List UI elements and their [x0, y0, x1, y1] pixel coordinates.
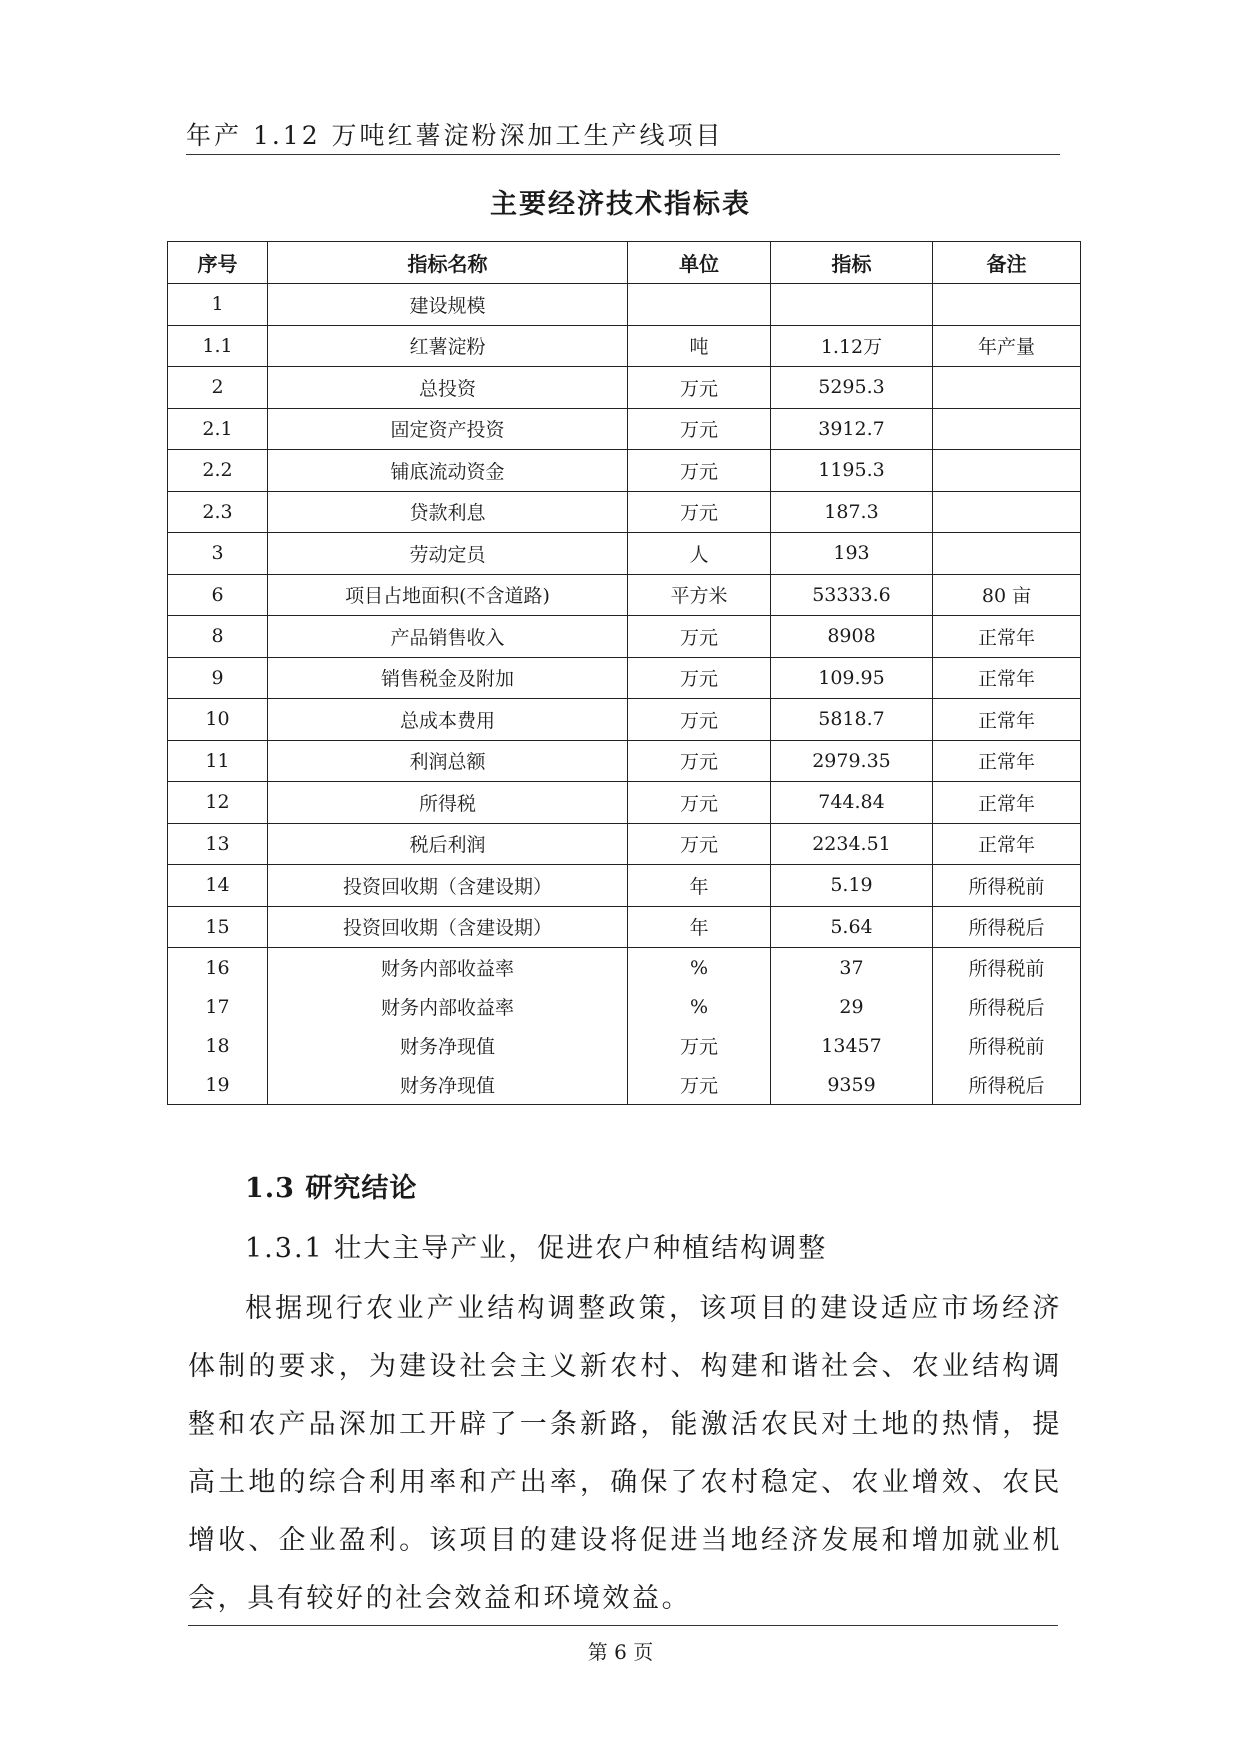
- table-cell: 所得税前: [933, 948, 1081, 988]
- table-cell: [933, 533, 1081, 575]
- table-cell: 9359: [771, 1065, 933, 1105]
- table-cell: 年产量: [933, 325, 1081, 367]
- table-cell: 2.2: [168, 450, 268, 492]
- table-cell: 187.3: [771, 491, 933, 533]
- table-cell: 财务净现值: [268, 1065, 628, 1105]
- table-cell: 利润总额: [268, 740, 628, 782]
- table-cell: 1195.3: [771, 450, 933, 492]
- table-cell: 17: [168, 987, 268, 1026]
- table-row: [168, 782, 1081, 824]
- table-cell: 8908: [771, 616, 933, 658]
- table-cell: 2979.35: [771, 740, 933, 782]
- table-cell: 所得税前: [933, 865, 1081, 907]
- table-header-row: [168, 242, 1081, 284]
- table-cell: 铺底流动资金: [268, 450, 628, 492]
- table-row: [168, 987, 1081, 1026]
- table-cell: 15: [168, 906, 268, 948]
- column-header: 序号: [168, 242, 268, 284]
- table-cell: 18: [168, 1026, 268, 1065]
- table-row: [168, 699, 1081, 741]
- table-cell: 万元: [628, 408, 771, 450]
- table-cell: 万元: [628, 616, 771, 658]
- table-row: [168, 948, 1081, 988]
- table-cell: 所得税后: [933, 906, 1081, 948]
- table-cell: 吨: [628, 325, 771, 367]
- table-cell: 所得税前: [933, 1026, 1081, 1065]
- column-header: 指标: [771, 242, 933, 284]
- table-row: [168, 325, 1081, 367]
- table-cell: 80 亩: [933, 574, 1081, 616]
- table-title: 主要经济技术指标表: [490, 189, 751, 220]
- table-cell: 13457: [771, 1026, 933, 1065]
- table-cell: 所得税后: [933, 987, 1081, 1026]
- table-cell: 万元: [628, 1065, 771, 1105]
- table-cell: 109.95: [771, 657, 933, 699]
- table-cell: 8: [168, 616, 268, 658]
- sub-heading: 1.3.1 壮大主导产业，促进农户种植结构调整: [245, 1233, 828, 1264]
- table-cell: 11: [168, 740, 268, 782]
- table-cell: %: [628, 987, 771, 1026]
- table-row: [168, 823, 1081, 865]
- table-cell: [933, 491, 1081, 533]
- table-row: [168, 533, 1081, 575]
- table-cell: %: [628, 948, 771, 988]
- table-row: [168, 408, 1081, 450]
- table-cell: 2.3: [168, 491, 268, 533]
- table-cell: 19: [168, 1065, 268, 1105]
- table-cell: 2.1: [168, 408, 268, 450]
- table-cell: [933, 408, 1081, 450]
- table-cell: 贷款利息: [268, 491, 628, 533]
- table-cell: 1.12万: [771, 325, 933, 367]
- table-cell: 正常年: [933, 657, 1081, 699]
- indicators-table: [167, 241, 1081, 1105]
- table-cell: 正常年: [933, 823, 1081, 865]
- table-cell: 5295.3: [771, 367, 933, 409]
- table-cell: 10: [168, 699, 268, 741]
- table-cell: 193: [771, 533, 933, 575]
- table-cell: 29: [771, 987, 933, 1026]
- table-cell: 9: [168, 657, 268, 699]
- table-row: [168, 491, 1081, 533]
- table-cell: 税后利润: [268, 823, 628, 865]
- table-cell: 正常年: [933, 740, 1081, 782]
- table-cell: 万元: [628, 740, 771, 782]
- table-cell: 建设规模: [268, 284, 628, 326]
- table-cell: 37: [771, 948, 933, 988]
- table-cell: 3912.7: [771, 408, 933, 450]
- table-cell: 红薯淀粉: [268, 325, 628, 367]
- table-cell: 万元: [628, 823, 771, 865]
- table-cell: 万元: [628, 450, 771, 492]
- table-cell: 5.64: [771, 906, 933, 948]
- table-cell: 13: [168, 823, 268, 865]
- table-row: [168, 1026, 1081, 1065]
- table-cell: 财务净现值: [268, 1026, 628, 1065]
- table-cell: 财务内部收益率: [268, 987, 628, 1026]
- table-cell: 53333.6: [771, 574, 933, 616]
- table-cell: [933, 284, 1081, 326]
- table-cell: 1.1: [168, 325, 268, 367]
- table-cell: 年: [628, 906, 771, 948]
- table-row: [168, 1065, 1081, 1105]
- table-cell: 总投资: [268, 367, 628, 409]
- table-row: [168, 284, 1081, 326]
- table-cell: [933, 450, 1081, 492]
- table-row: [168, 450, 1081, 492]
- table-cell: 万元: [628, 367, 771, 409]
- table-header: [168, 242, 1081, 284]
- table-cell: 5818.7: [771, 699, 933, 741]
- table-cell: 6: [168, 574, 268, 616]
- table-cell: 2234.51: [771, 823, 933, 865]
- column-header: 备注: [933, 242, 1081, 284]
- table-cell: 平方米: [628, 574, 771, 616]
- column-header: 单位: [628, 242, 771, 284]
- table-row: [168, 906, 1081, 948]
- table-cell: 销售税金及附加: [268, 657, 628, 699]
- table-row: [168, 740, 1081, 782]
- table-cell: 投资回收期（含建设期）: [268, 906, 628, 948]
- table-cell: 万元: [628, 491, 771, 533]
- table-cell: 人: [628, 533, 771, 575]
- table-cell: [933, 367, 1081, 409]
- table-cell: 14: [168, 865, 268, 907]
- table-cell: 所得税: [268, 782, 628, 824]
- section-heading: 1.3 研究结论: [245, 1173, 418, 1204]
- body-paragraph: 根据现行农业产业结构调整政策，该项目的建设适应市场经济体制的要求，为建设社会主义新农村、构建和谐社会、农业结构调整和农产品深加工开辟了一条新路，能激活农民对土地的热情，提高土地的综合利用率和产出率，确保了农村稳定、农业增效、农民增收、企业盈利。该项目的建设将促进当地经济发展和增加就业机会，具有较好的社会效益和环境效益。: [188, 1293, 1062, 1614]
- page-number: 第 6 页: [587, 1640, 654, 1664]
- table-cell: 5.19: [771, 865, 933, 907]
- table-cell: 财务内部收益率: [268, 948, 628, 988]
- column-header: 指标名称: [268, 242, 628, 284]
- table-cell: 2: [168, 367, 268, 409]
- table-cell: 投资回收期（含建设期）: [268, 865, 628, 907]
- table-cell: 项目占地面积(不含道路): [268, 574, 628, 616]
- table-row: [168, 657, 1081, 699]
- table-cell: 1: [168, 284, 268, 326]
- table-row: [168, 574, 1081, 616]
- table-cell: 744.84: [771, 782, 933, 824]
- table-cell: 12: [168, 782, 268, 824]
- table-cell: 3: [168, 533, 268, 575]
- table-cell: 正常年: [933, 699, 1081, 741]
- table-cell: 万元: [628, 699, 771, 741]
- table-cell: 所得税后: [933, 1065, 1081, 1105]
- table-cell: 万元: [628, 657, 771, 699]
- table-cell: 劳动定员: [268, 533, 628, 575]
- table-cell: 产品销售收入: [268, 616, 628, 658]
- table-body: [168, 284, 1081, 1105]
- table-cell: 16: [168, 948, 268, 988]
- table-cell: 固定资产投资: [268, 408, 628, 450]
- table-cell: 年: [628, 865, 771, 907]
- table-row: [168, 367, 1081, 409]
- table-row: [168, 616, 1081, 658]
- footer-divider: [188, 1625, 1058, 1626]
- table-cell: 万元: [628, 1026, 771, 1065]
- document-header: 年产 1.12 万吨红薯淀粉深加工生产线项目: [186, 118, 1060, 155]
- table-cell: 正常年: [933, 616, 1081, 658]
- table-cell: 万元: [628, 782, 771, 824]
- table-row: [168, 865, 1081, 907]
- table-cell: 总成本费用: [268, 699, 628, 741]
- table-cell: [628, 284, 771, 326]
- table-cell: [771, 284, 933, 326]
- table-cell: 正常年: [933, 782, 1081, 824]
